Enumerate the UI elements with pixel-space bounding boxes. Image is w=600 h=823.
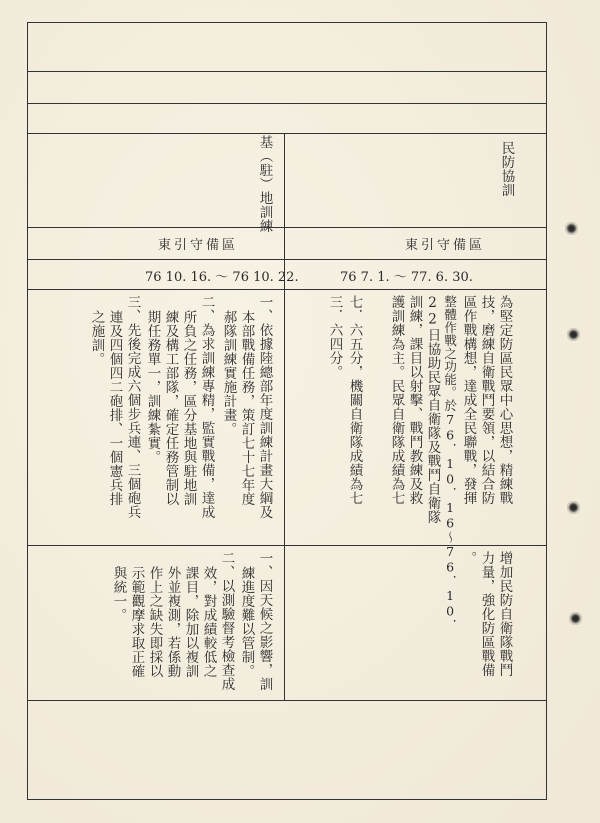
row-divider — [28, 71, 546, 72]
row-divider — [28, 227, 546, 228]
left-lower-col: 作上之缺失即採以 — [146, 566, 163, 678]
left-text-col: 所負之任務，區分基地與駐地訓 — [180, 310, 197, 506]
row-divider — [28, 133, 546, 134]
unit-left: 東引守備區 — [158, 238, 239, 253]
left-lower-col: 示範觀摩求取正確 — [128, 566, 145, 678]
left-lower-col: 一、因天候之影響，訓 — [256, 551, 273, 691]
left-lower-col: 練進度難以管制。 — [238, 566, 255, 678]
left-text-col: 之施訓。 — [88, 310, 105, 366]
left-lower-col: 與統一。 — [110, 566, 127, 622]
left-lower-col: 外並複測，若係動 — [164, 566, 181, 678]
binder-hole-icon — [567, 328, 580, 341]
row-divider — [28, 259, 546, 260]
left-text-col: 期任務單一，訓練紮實。 — [144, 310, 161, 464]
left-lower-col: 課目，除加以複訓 — [182, 566, 199, 678]
period-right: 76 7. 1. ～ 77. 6. 30. — [340, 270, 473, 285]
left-text-col: 郝隊訓練實施計畫。 — [220, 310, 237, 436]
table-frame — [27, 22, 547, 800]
right-lower-col: 力量，強化防區戰備 — [478, 551, 495, 677]
row-divider — [28, 289, 546, 290]
left-text-col: 連及四個四二砲排、一個憲兵排 — [106, 310, 123, 506]
base-training-cell: 基（駐）地訓練 — [256, 135, 273, 233]
right-text-col: 三．六四分。 — [326, 295, 343, 379]
binder-hole-icon — [569, 612, 582, 625]
row-divider — [28, 103, 546, 104]
right-text-col: 區作戰構想，達成全民聯戰，發揮 — [460, 295, 477, 505]
period-left: 76 10. 16. ～ 76 10. 22. — [145, 270, 299, 285]
left-text-col: 練及構工部隊，確定任務管制以 — [162, 310, 179, 506]
right-text-col: 技，磨練自衛戰鬥要領，以結合防 — [478, 295, 495, 505]
right-text-col: 22日協助民眾自衛隊及戰鬥自衛隊 — [424, 295, 441, 524]
left-lower-col: 二、以測驗督考檢查成 — [218, 551, 235, 691]
right-text-col: 為堅定防區民眾中心思想，精練戰 — [496, 295, 513, 505]
left-lower-col: 效，對成績較低之 — [200, 566, 217, 678]
left-text-col: 三、先後完成六個步兵連、三個砲兵 — [124, 295, 141, 519]
title-cell: 民防協訓 — [498, 141, 515, 197]
left-text-col: 一、依據陸總部年度訓練計畫大綱及 — [256, 295, 273, 519]
binder-hole-icon — [565, 222, 578, 235]
right-lower-col: 。 — [460, 551, 477, 565]
row-divider — [28, 545, 546, 546]
right-text-col: 整體作戰之功能。於76．10．16～76．10． — [442, 295, 458, 632]
left-text-col: 二、為求訓練專精，監實戰備，達成 — [198, 295, 215, 519]
unit-right: 東引守備區 — [405, 238, 486, 253]
right-text-col: 護訓練為主。民眾自衛隊成績為七 — [388, 295, 405, 505]
right-text-col: 訓練，課目以射擊、戰鬥教練及救 — [406, 295, 423, 505]
row-divider — [28, 700, 546, 701]
right-text-col: 七．六五分，機關自衛隊成績為七 — [346, 295, 363, 505]
left-text-col: 本部戰備任務，策訂七十七年度 — [238, 310, 255, 506]
column-divider — [284, 133, 285, 700]
binder-hole-icon — [567, 501, 580, 514]
right-lower-col: 增加民防自衛隊戰鬥 — [496, 551, 513, 677]
